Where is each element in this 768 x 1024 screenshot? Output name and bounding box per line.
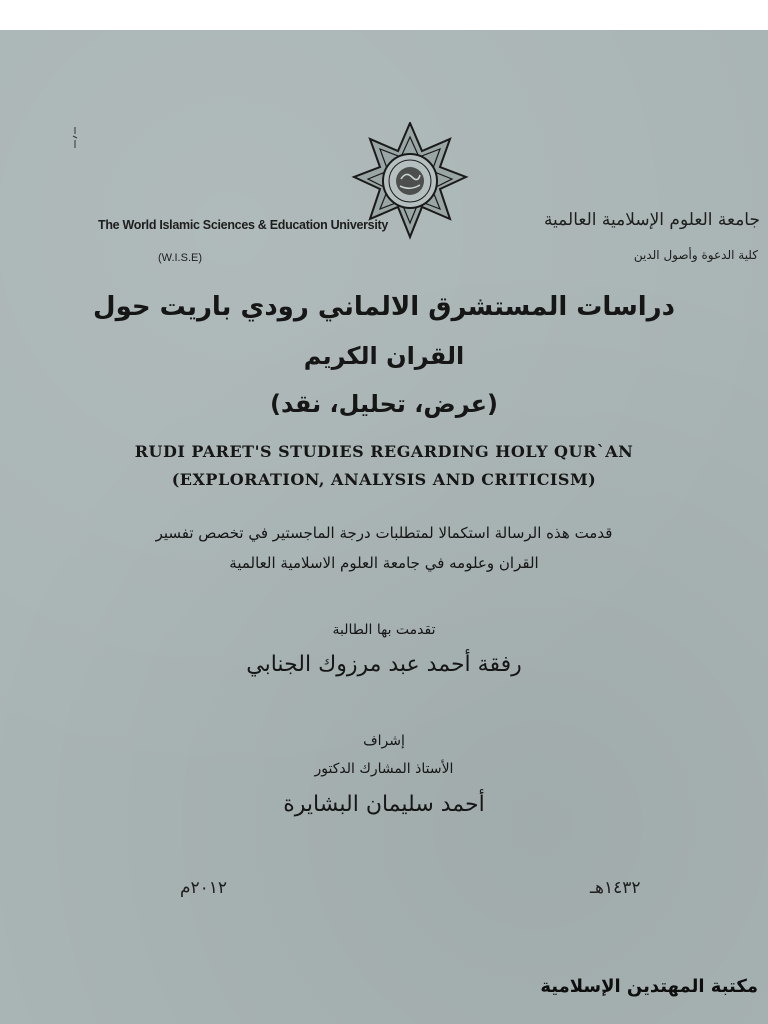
thesis-title-english: RUDI PARET'S STUDIES REGARDING HOLY QUR`AN	[134, 442, 634, 461]
university-abbreviation: (W.I.S.E)	[158, 252, 202, 264]
thesis-title-arabic-line-1: دراسات المستشرق الالماني رودي باريت حول	[93, 292, 675, 322]
student-name: رفقة أحمد عبد مرزوك الجنابي	[246, 652, 522, 677]
supervisor-title: الأستاذ المشارك الدكتور	[314, 761, 454, 777]
margin-handwriting-mark	[70, 126, 80, 150]
cover-page	[0, 30, 768, 1024]
library-stamp: مكتبة المهتدين الإسلامية	[540, 976, 758, 997]
thesis-title-arabic-line-2: القران الكريم	[303, 342, 465, 370]
submission-statement-line-2: القران وعلومه في جامعة العلوم الاسلامية العالمية	[229, 554, 539, 572]
thesis-subtitle-english: (EXPLORATION, ANALYSIS AND CRITICISM)	[171, 470, 597, 489]
university-name-english: The World Islamic Sciences & Education University	[98, 218, 389, 232]
university-name-arabic: جامعة العلوم الإسلامية العالمية	[543, 210, 760, 230]
thesis-subtitle-arabic: (عرض، تحليل، نقد)	[270, 390, 498, 418]
student-label: تقدمت بها الطالبة	[332, 622, 436, 638]
supervisor-name: أحمد سليمان البشايرة	[283, 792, 485, 817]
submission-statement-line-1: قدمت هذه الرسالة استكمالا لمتطلبات درجة الماجستير في تخصص تفسير	[155, 524, 613, 542]
supervision-label: إشراف	[363, 733, 405, 749]
gregorian-year: ٢٠١٢م	[180, 878, 228, 898]
hijri-year: ١٤٣٢هـ	[590, 878, 641, 898]
faculty-name-arabic: كلية الدعوة وأصول الدين	[633, 248, 758, 262]
